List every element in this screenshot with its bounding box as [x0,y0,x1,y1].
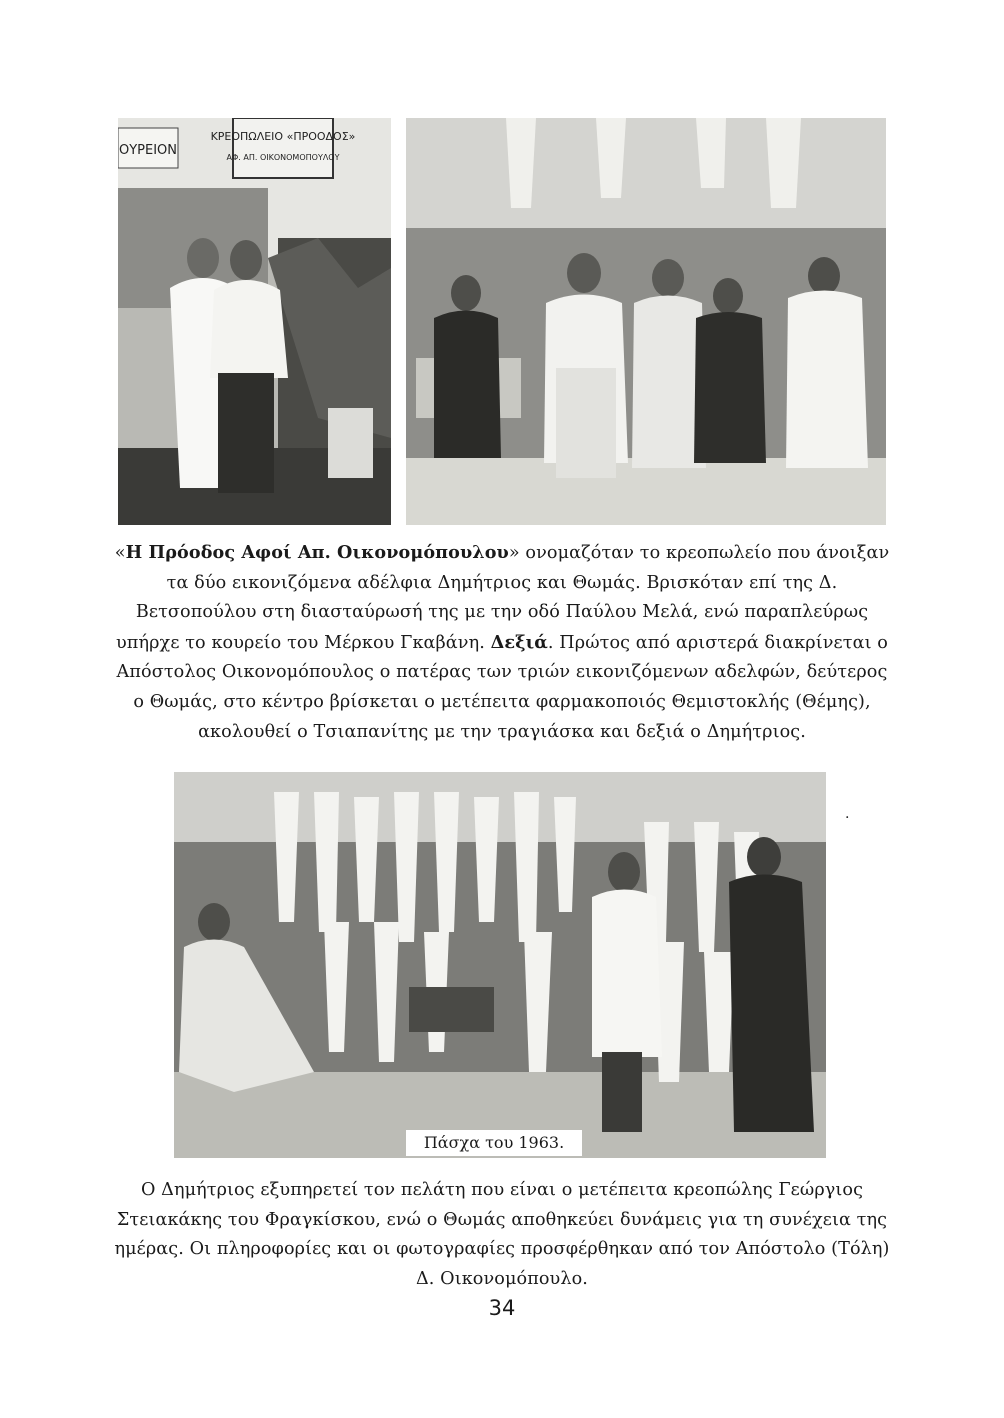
caption-top-photos [110,538,894,747]
caption-bottom-photo: Ο Δημήτριος εξυπηρετεί τον πελάτη που είναι ο μετέπειτα κρεοπώλης Γεώργιος Στειακάκης του Φραγκίσκου, ενώ ο Θωμάς αποθηκεύει δυνάμεις για τη συνέχεια της ημέρας. Οι πληροφορίες και οι φωτογραφίες προσφέρθηκαν από τον Απόστολο (Τόλη) Δ. Οικονομόπουλο. [114,1180,890,1289]
caption-text-part-1: » ονομαζόταν το κρεοπωλείο που άνοιξαν τα δύο εικονιζόμενα αδέλφια Δημήτριος και Θωμάς. Βρισκόταν επί της Δ. Βετσοπούλου στη διασταύρωσή της με την οδό Παύλου Μελά, ενώ παραπλεύρως υπήρχε το κουρείο του Μέρκου Γκαβάνη. [116,543,890,653]
caption-right-label: Δεξιά [490,631,548,653]
caption-open-quote: « [114,543,126,563]
photo-five-men-in-shop [406,118,886,525]
caption-text-part-2: . Πρώτος από αριστερά διακρίνεται ο Απόστολος Οικονομόπουλος ο πατέρας των τριών εικονιζόμενων αδελφών, δεύτερος ο Θωμάς, στο κέντρο βρίσκεται ο μετέπειτα φαρμακοποιός Θεμιστοκλής (Θέμης), ακολουθεί ο Τσιαπανίτης με την τραγιάσκα και δεξιά ο Δημήτριος. [116,632,888,742]
sign-side-text: ΟΥΡΕΙΟΝ [118,143,178,158]
page-number: 34 [488,1296,516,1320]
photo-easter-1963 [174,772,826,1158]
caption-shop-name: Η Πρόοδος Αφοί Απ. Οικονομόπουλου [125,542,509,563]
photo-date-label: Πάσχα του 1963. [406,1130,582,1156]
sign-top-text: ΚΡΕΟΠΩΛΕΙΟ «ΠΡΟΟΔΟΣ» [210,130,356,143]
sign-bottom-text: ΑΦ. ΑΠ. ΟΙΚΟΝΟΜΟΠΟΥΛΟΥ [226,153,340,162]
photo-shop-front-brothers [118,118,391,525]
stray-mark: . [845,806,850,822]
